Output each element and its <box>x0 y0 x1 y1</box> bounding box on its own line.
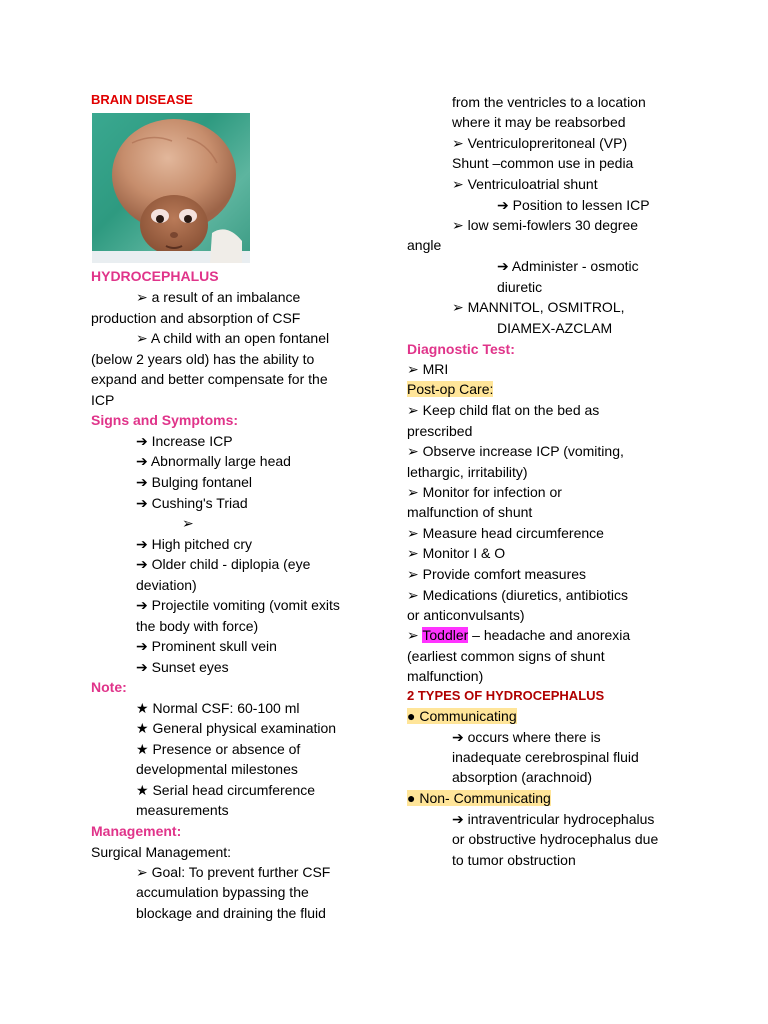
sign-item: ➢ <box>182 515 194 531</box>
note-header: Note: <box>91 679 127 695</box>
signs-symptoms-header: Signs and Symptoms: <box>91 412 239 428</box>
toddler-highlight: Toddler <box>422 627 469 643</box>
toddler-continuation: (earliest common signs of shunt <box>407 648 605 664</box>
communicating-desc: inadequate cerebrospinal fluid <box>452 749 639 765</box>
note-item: ★ General physical examination <box>136 720 337 736</box>
sign-item: ➔ Bulging fontanel <box>136 474 253 490</box>
post-op-care-header <box>407 379 493 399</box>
infant-hydrocephalus-photo <box>92 113 250 263</box>
goal-line: accumulation bypassing the <box>136 884 309 900</box>
post-op-item: ➢ Medications (diuretics, antibiotics <box>407 587 629 603</box>
diagnostic-item: ➢ MRI <box>407 361 449 377</box>
toddler-rest: – headache and anorexia <box>468 627 631 643</box>
non-communicating-desc: ➔ intraventricular hydrocephalus <box>452 811 655 827</box>
sign-item: ➔ Older child - diplopia (eye <box>136 556 311 572</box>
continuation-line: ➢ MANNITOL, OSMITROL, <box>452 299 625 315</box>
management-header: Management: <box>91 823 182 839</box>
continuation-line: diuretic <box>497 279 543 295</box>
note-item: ★ Normal CSF: 60-100 ml <box>136 700 300 716</box>
sign-item: ➔ Cushing's Triad <box>136 495 248 511</box>
continuation-line: ➔ Position to lessen ICP <box>497 197 650 213</box>
page-title: BRAIN DISEASE <box>91 92 193 107</box>
post-op-item: malfunction of shunt <box>407 504 533 520</box>
continuation-line: where it may be reabsorbed <box>452 114 626 130</box>
continuation-line: ➢ Ventriculopreritoneal (VP) <box>452 135 628 151</box>
note-item: ★ Presence or absence of <box>136 741 301 757</box>
continuation-line: Shunt –common use in pedia <box>452 155 634 171</box>
communicating-desc: absorption (arachnoid) <box>452 769 593 785</box>
continuation-line: angle <box>407 237 442 253</box>
post-op-care-label: Post-op Care: <box>407 381 494 397</box>
sign-item: ➔ Projectile vomiting (vomit exits <box>136 597 340 613</box>
post-op-item: prescribed <box>407 423 473 439</box>
infant-photo-illustration <box>92 113 250 263</box>
post-op-item: ➢ Monitor I & O <box>407 545 506 561</box>
sign-item: ➔ Abnormally large head <box>136 453 291 469</box>
note-item: measurements <box>136 802 229 818</box>
communicating-desc: ➔ occurs where there is <box>452 729 601 745</box>
post-op-item: ➢ Measure head circumference <box>407 525 604 541</box>
sign-item: ➔ Increase ICP <box>136 433 233 449</box>
post-op-item: ➢ Monitor for infection or <box>407 484 562 500</box>
toddler-continuation: malfunction) <box>407 668 484 684</box>
surgical-management-label: Surgical Management: <box>91 844 232 860</box>
intro-line: ➢ a result of an imbalance <box>136 289 301 305</box>
intro-line: expand and better compensate for the <box>91 371 328 387</box>
intro-line: ➢ A child with an open fontanel <box>136 330 330 346</box>
intro-line: production and absorption of CSF <box>91 310 301 326</box>
non-communicating-desc: to tumor obstruction <box>452 852 576 868</box>
toddler-arrow: ➢ <box>407 627 423 643</box>
goal-line: ➢ Goal: To prevent further CSF <box>136 864 331 880</box>
post-op-item: ➢ Provide comfort measures <box>407 566 587 582</box>
continuation-line: ➔ Administer - osmotic <box>497 258 639 274</box>
non-communicating-label: ● Non- Communicating <box>407 790 551 806</box>
intro-line: ICP <box>91 392 115 408</box>
post-op-item: ➢ Observe increase ICP (vomiting, <box>407 443 624 459</box>
sign-item: ➔ High pitched cry <box>136 536 252 552</box>
goal-line: blockage and draining the fluid <box>136 905 326 921</box>
sign-item: ➔ Prominent skull vein <box>136 638 277 654</box>
diagnostic-test-header: Diagnostic Test: <box>407 341 515 357</box>
communicating-label: ● Communicating <box>407 708 517 724</box>
note-item: ★ Serial head circumference <box>136 782 316 798</box>
non-communicating-desc: or obstructive hydrocephalus due <box>452 831 659 847</box>
toddler-line <box>407 625 630 645</box>
continuation-line: DIAMEX-AZCLAM <box>497 320 613 336</box>
continuation-line: from the ventricles to a location <box>452 94 646 110</box>
non-communicating-label-line <box>407 788 551 808</box>
sign-item: the body with force) <box>136 618 259 634</box>
continuation-line: ➢ low semi-fowlers 30 degree <box>452 217 639 233</box>
intro-line: (below 2 years old) has the ability to <box>91 351 315 367</box>
post-op-item: ➢ Keep child flat on the bed as <box>407 402 600 418</box>
post-op-item: lethargic, irritability) <box>407 464 528 480</box>
sign-item: deviation) <box>136 577 197 593</box>
post-op-item: or anticonvulsants) <box>407 607 525 623</box>
sign-item: ➔ Sunset eyes <box>136 659 229 675</box>
communicating-label-line <box>407 706 517 726</box>
hydrocephalus-header: HYDROCEPHALUS <box>91 268 219 284</box>
note-item: developmental milestones <box>136 761 298 777</box>
types-header: 2 TYPES OF HYDROCEPHALUS <box>407 688 605 703</box>
continuation-line: ➢ Ventriculoatrial shunt <box>452 176 598 192</box>
